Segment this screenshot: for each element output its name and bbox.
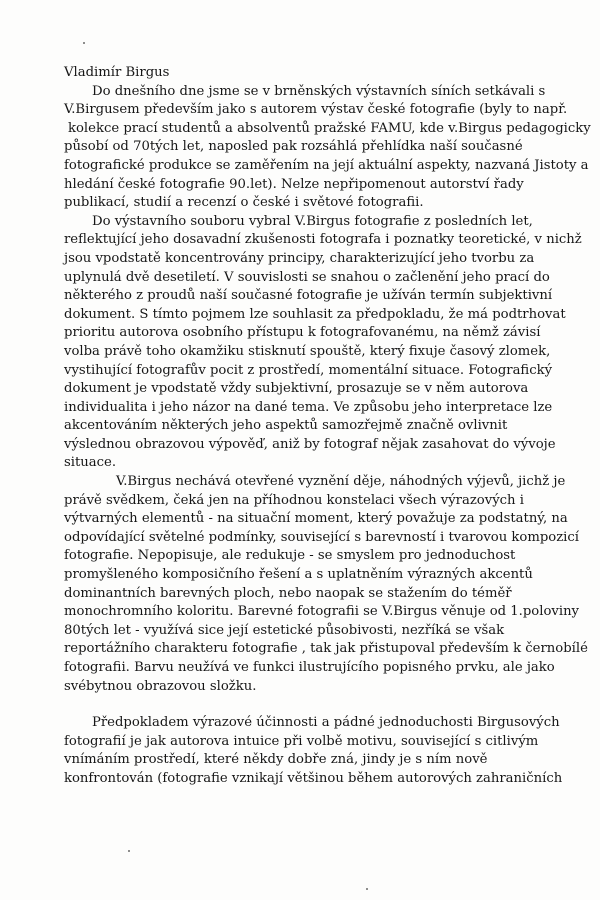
text-line: reportážního charakteru fotografie , tak jak přistupoval především k černobílé — [64, 641, 588, 657]
text-line: uplynulá dvě desetiletí. V souvislosti se snahou o začlenění jeho prací do — [64, 269, 550, 285]
text-line: dokument. S tímto pojmem lze souhlasit za předpokladu, že má podtrhovat — [64, 306, 566, 322]
text-line: výtvarných elementů - na situační moment, který považuje za podstatný, na — [64, 511, 568, 527]
text-line: působí od 70tých let, naposled pak rozsáhlá přehlídka naší současné — [64, 139, 523, 155]
author-name: Vladimír Birgus — [64, 65, 170, 80]
text-line: některého z proudů naší současné fotografie je užíván termín subjektivní — [64, 288, 553, 304]
paragraph-3 — [64, 473, 588, 696]
text-line: fotografii. Barvu neužívá ve funkci ilustrujícího popisného prvku, ale jako — [64, 660, 555, 675]
paragraph-1 — [64, 83, 591, 213]
scan-speck — [366, 888, 368, 890]
text-line: individualita i jeho názor na dané tema. Ve způsobu jeho interpretace lze — [64, 399, 553, 415]
text-line: právě svědkem, čeká jen na příhodnou konstelaci všech výrazových i — [64, 492, 524, 508]
text-line: V.Birgusem především jako s autorem výstav české fotografie (byly to např. — [64, 102, 568, 118]
text-line: reflektující jeho dosavadní zkušenosti fotografa i poznatky teoretické, v nichž — [64, 232, 582, 248]
text-line: jsou vpodstatě koncentrovány principy, charakterizující jeho tvorbu za — [64, 250, 535, 266]
text-line: publikací, studií a recenzí o české i světové fotografii. — [64, 195, 424, 211]
text-line: akcentováním některých jeho aspektů samozřejmě značně ovlivnit — [64, 418, 508, 434]
text-line: promyšleného komposičního řešení a s uplatněním výrazných akcentů — [64, 567, 533, 583]
text-line: svébytnou obrazovou složku. — [64, 678, 257, 694]
text-line: monochromního koloritu. Barevné fotografii se V.Birgus věnuje od 1.poloviny — [64, 604, 580, 620]
text-line: dominantních barevných ploch, nebo naopak se stažením do téměř — [64, 585, 512, 601]
text-line: volba právě toho okamžiku stisknutí spouště, který fixuje časový zlomek, — [64, 343, 551, 359]
paragraph-gap — [64, 696, 574, 714]
text-line: fotografie. Nepopisuje, ale redukuje - se smyslem pro jednoduchost — [64, 548, 516, 564]
text-line: vnímáním prostředí, které někdy dobře zná, jindy je s ním nově — [64, 752, 488, 768]
text-line: Do výstavního souboru vybral V.Birgus fotografie z posledních let, — [92, 213, 533, 229]
scan-speck — [128, 850, 130, 852]
scan-speck — [83, 42, 85, 44]
text-line: V.Birgus nechává otevřené vyznění děje, náhodných výjevů, jichž je — [116, 474, 566, 490]
text-line: odpovídající světelné podmínky, související s barevností i tvarovou kompozicí — [64, 529, 579, 545]
text-line: vystihující fotografův pocit z prostředí, momentální situace. Fotografický — [64, 362, 553, 378]
text-line: situace. — [64, 455, 117, 471]
text-line: hledání české fotografie 90.let). Nelze nepřipomenout autorství řady — [64, 176, 524, 192]
text-line: Do dnešního dne jsme se v brněnských výstavních síních setkávali s — [92, 83, 546, 99]
text-line: fotografií je jak autorova intuice při volbě motivu, související s citlivým — [64, 733, 539, 749]
paragraph-2 — [64, 213, 582, 473]
text-line: Předpokladem výrazové účinnosti a pádné jednoduchosti Birgusových — [92, 715, 560, 731]
document-body — [64, 64, 591, 789]
text-line: kolekce prací studentů a absolventů pražské FAMU, kde v.Birgus pedagogicky — [68, 120, 591, 136]
text-line: konfrontován (fotografie vznikají většinou během autorových zahraničních — [64, 770, 563, 786]
text-line: fotografické produkce se zaměřením na její aktuální aspekty, nazvaná Jistoty a — [64, 157, 589, 173]
text-line: prioritu autorova osobního přístupu k fotografovanému, na němž závisí — [64, 325, 541, 341]
text-line: dokument je vpodstatě vždy subjektivní, prosazuje se v něm autorova — [64, 381, 529, 397]
text-line: výslednou obrazovou výpověď, aniž by fotograf nějak zasahovat do vývoje — [64, 436, 556, 452]
paragraph-4 — [64, 714, 574, 788]
text-line: 80tých let - využívá sice její estetické působivosti, nezříká se však — [64, 622, 505, 638]
